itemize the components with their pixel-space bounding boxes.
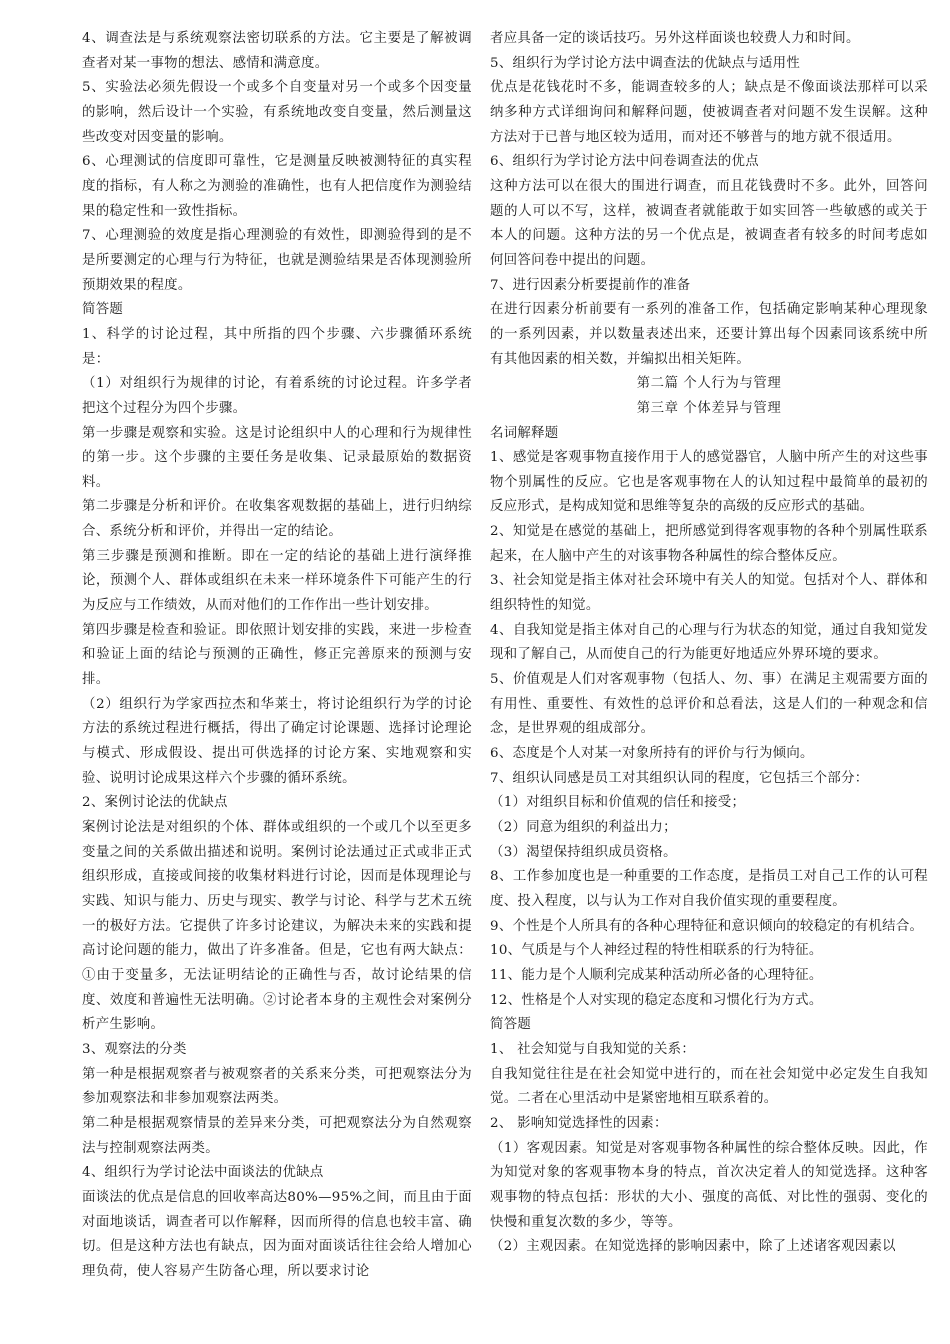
paragraph: 第四步骤是检查和验证。即依照计划安排的实践，来进一步检查和验证上面的结论与预测的正确性，修正完善原来的预测与安排。	[82, 622, 472, 688]
paragraph: 第一步骤是观察和实验。这是讨论组织中人的心理和行为规律性的第一步。这个步骤的主要任务是收集、记录最原始的数据资料。	[82, 425, 472, 490]
question-heading: 1、 社会知觉与自我知觉的关系：	[490, 1041, 696, 1057]
paragraph: 5、价值观是人们对客观事物（包括人、勿、事）在满足主观需要方面的有用性、重要性、有效性的总评价和总看法，这是人们的一种观念和信念，是世界观的组成部分。	[490, 672, 928, 737]
paragraph: 7、组织认同感是员工对其组织认同的程度，它包括三个部分：	[490, 770, 869, 786]
right-column	[490, 27, 928, 1260]
paragraph: 1、科学的讨论过程，其中所指的四个步骤、六步骤循环系统是：	[82, 326, 472, 367]
question-heading: 4、组织行为学讨论法中面谈法的优缺点	[82, 1165, 324, 1181]
section-heading: 简答题	[490, 1017, 532, 1033]
paragraph: 第三步骤是预测和推断。即在一定的结论的基础上进行演绎推论，预测个人、群体或组织在未来一样环境条件下可能产生的行为反应与工作绩效，从而对他们的工作作出一些计划安排。	[82, 548, 472, 614]
paragraph: 优点是花钱花时不多，能调查较多的人；缺点是不像面谈法那样可以采纳多种方式详细询问和解释问题，使被调查者对问题不发生误解。这种方法对于已普与地区较为适用，而对还不够普与的地方就不很适用。	[490, 80, 928, 145]
paragraph: 4、自我知觉是指主体对自己的心理与行为状态的知觉，通过自我知觉发现和了解自己，从而使自己的行为能更好地适应外界环境的要求。	[490, 622, 928, 663]
paragraph: 第二步骤是分析和评价。在收集客观数据的基础上，进行归纳综合、系统分析和评价，并得出一定的结论。	[82, 499, 472, 540]
paragraph: 8、工作参加度也是一种重要的工作态度，是指员工对自己工作的认可程度、投入程度，以与认为工作对自我价值实现的重要程度。	[490, 869, 928, 909]
paragraph: 自我知觉往往是在社会知觉中进行的，而在社会知觉中必定发生自我知觉。二者在心里活动中是紧密地相互联系着的。	[490, 1066, 928, 1107]
paragraph: 在进行因素分析前要有一系列的准备工作，包括确定影响某种心理现象的一系列因素，并以数量表述出来，还要计算出每个因素同该系统中所有其他因素的相关数，并编拟出相关矩阵。	[490, 302, 928, 367]
part-title: 第二篇 个人行为与管理	[636, 376, 782, 392]
question-heading: 7、进行因素分析要提前作的准备	[490, 277, 691, 293]
paragraph: 面谈法的优点是信息的回收率高达80%—95%之间，而且由于面对面地谈话，调查者可以作解释，因而所得的信息也较丰富、确切。但是这种方法也有缺点，因为面对面谈话往往会给人增加心理负荷，使人容易产生防备心理，所以要求讨论	[82, 1189, 472, 1279]
paragraph: 1、感觉是客观事物直接作用于人的感觉器官，人脑中所产生的对这些事物个别属性的反应。它也是客观事物在人的认知过程中最简单的最初的反应形式，是构成知觉和思维等复杂的高级的反应形式的基础。	[490, 450, 928, 515]
paragraph: 9、个性是个人所具有的各种心理特征和意识倾向的较稳定的有机结合。	[490, 918, 924, 934]
paragraph: 4、调查法是与系统观察法密切联系的方法。它主要是了解被调查者对某一事物的想法、感情和满意度。	[82, 31, 472, 71]
list-item: （2）同意为组织的利益出力；	[490, 820, 677, 835]
paragraph: 11、能力是个人顺利完成某种活动所必备的心理特征。	[490, 967, 823, 983]
paragraph: 6、态度是个人对某一对象所持有的评价与行为倾向。	[490, 746, 814, 762]
list-item: （3）渴望保持组织成员资格。	[490, 844, 677, 860]
question-heading: 3、观察法的分类	[82, 1041, 187, 1057]
left-column	[82, 27, 472, 1284]
paragraph: 7、心理测验的效度是指心理测验的有效性，即测验得到的是不是所要测定的心理与行为特征，也就是测验结果是否体现测验所预期效果的程度。	[82, 228, 472, 293]
paragraph: 这种方法可以在很大的围进行调查，而且花钱费时不多。此外，回答问题的人可以不写，这样，被调查者就能敢于如实回答一些敏感的或关于本人的问题。这种方法的另一个优点是，被调查者有较多的时间考虑如何回答问卷中提出的问题。	[490, 178, 928, 268]
paragraph: 6、心理测试的信度即可靠性，它是测量反映被测特征的真实程度的指标，有人称之为测验的准确性，也有人把信度作为测验结果的稳定性和一致性指标。	[82, 154, 472, 219]
paragraph: 2、知觉是在感觉的基础上，把所感觉到得客观事物的各种个别属性联系起来，在人脑中产生的对该事物各种属性的综合整体反应。	[490, 524, 928, 564]
question-heading: 2、案例讨论法的优缺点	[82, 795, 228, 811]
paragraph: 第二种是根据观察情景的差异来分类，可把观察法分为自然观察法与控制观察法两类。	[82, 1115, 472, 1156]
question-heading: 2、 影响知觉选择性的因素：	[490, 1115, 668, 1131]
paragraph: （1）客观因素。知觉是对客观事物各种属性的综合整体反映。因此，作为知觉对象的客观事物本身的特点，首次决定着人的知觉选择。这种客观事物的特点包括：形状的大小、强度的高低、对比性的强弱、变化的快慢和重复次数的多少，等等。	[490, 1140, 928, 1230]
paragraph: 第一种是根据观察者与被观察者的关系来分类，可把观察法分为参加观察法和非参加观察法两类。	[82, 1066, 472, 1107]
chapter-title: 第三章 个体差异与管理	[636, 400, 782, 416]
paragraph: 案例讨论法是对组织的个体、群体或组织的一个或几个以至更多变量之间的关系做出描述和说明。案例讨论法通过正式或非正式组织形成，直接或间接的收集材料进行讨论，因而是体现理论与实践、知识与能力、历史与现实、教学与讨论、科学与艺术五统一的极好方法。它提供了许多讨论建议，为解决未来的实践和提高讨论问题的能力，做出了许多准备。但是，它也有两大缺点：①由于变量多，无法证明结论的正确性与否，故讨论结果的信度、效度和普遍性无法明确。②讨论者本身的主观性会对案例分析产生影响。	[82, 820, 472, 1033]
paragraph: 10、气质是与个人神经过程的特性相联系的行为特征。	[490, 943, 823, 959]
paragraph: （2）组织行为学家西拉杰和华莱士，将讨论组织行为学的讨论方法的系统过程进行概括，得出了确定讨论课题、选择讨论理论与模式、形成假设、提出可供选择的讨论方案、实地观察和实验、说明讨论成果这样六个步骤的循环系统。	[82, 696, 472, 786]
paragraph: 12、性格是个人对实现的稳定态度和习惯化行为方式。	[490, 992, 823, 1008]
section-heading: 简答题	[82, 302, 124, 318]
question-heading: 5、组织行为学讨论方法中调查法的优缺点与适用性	[490, 55, 801, 71]
list-item: （1）对组织目标和价值观的信任和接受；	[490, 795, 746, 811]
paragraph: 5、实验法必须先假设一个或多个自变量对另一个或多个因变量的影响，然后设计一个实验，有系统地改变自变量，然后测量这些改变对因变量的影响。	[82, 80, 472, 145]
paragraph: （1）对组织行为规律的讨论，有着系统的讨论过程。许多学者把这个过程分为四个步骤。	[82, 376, 472, 416]
question-heading: 6、组织行为学讨论方法中问卷调查法的优点	[490, 154, 759, 170]
paragraph: 3、社会知觉是指主体对社会环境中有关人的知觉。包括对个人、群体和组织特性的知觉。	[490, 573, 928, 614]
paragraph: 者应具备一定的谈话技巧。另外这样面谈也较费人力和时间。	[490, 31, 860, 46]
section-heading: 名词解释题	[490, 425, 559, 441]
paragraph: （2）主观因素。在知觉选择的影响因素中，除了上述诸客观因素以	[490, 1239, 896, 1255]
